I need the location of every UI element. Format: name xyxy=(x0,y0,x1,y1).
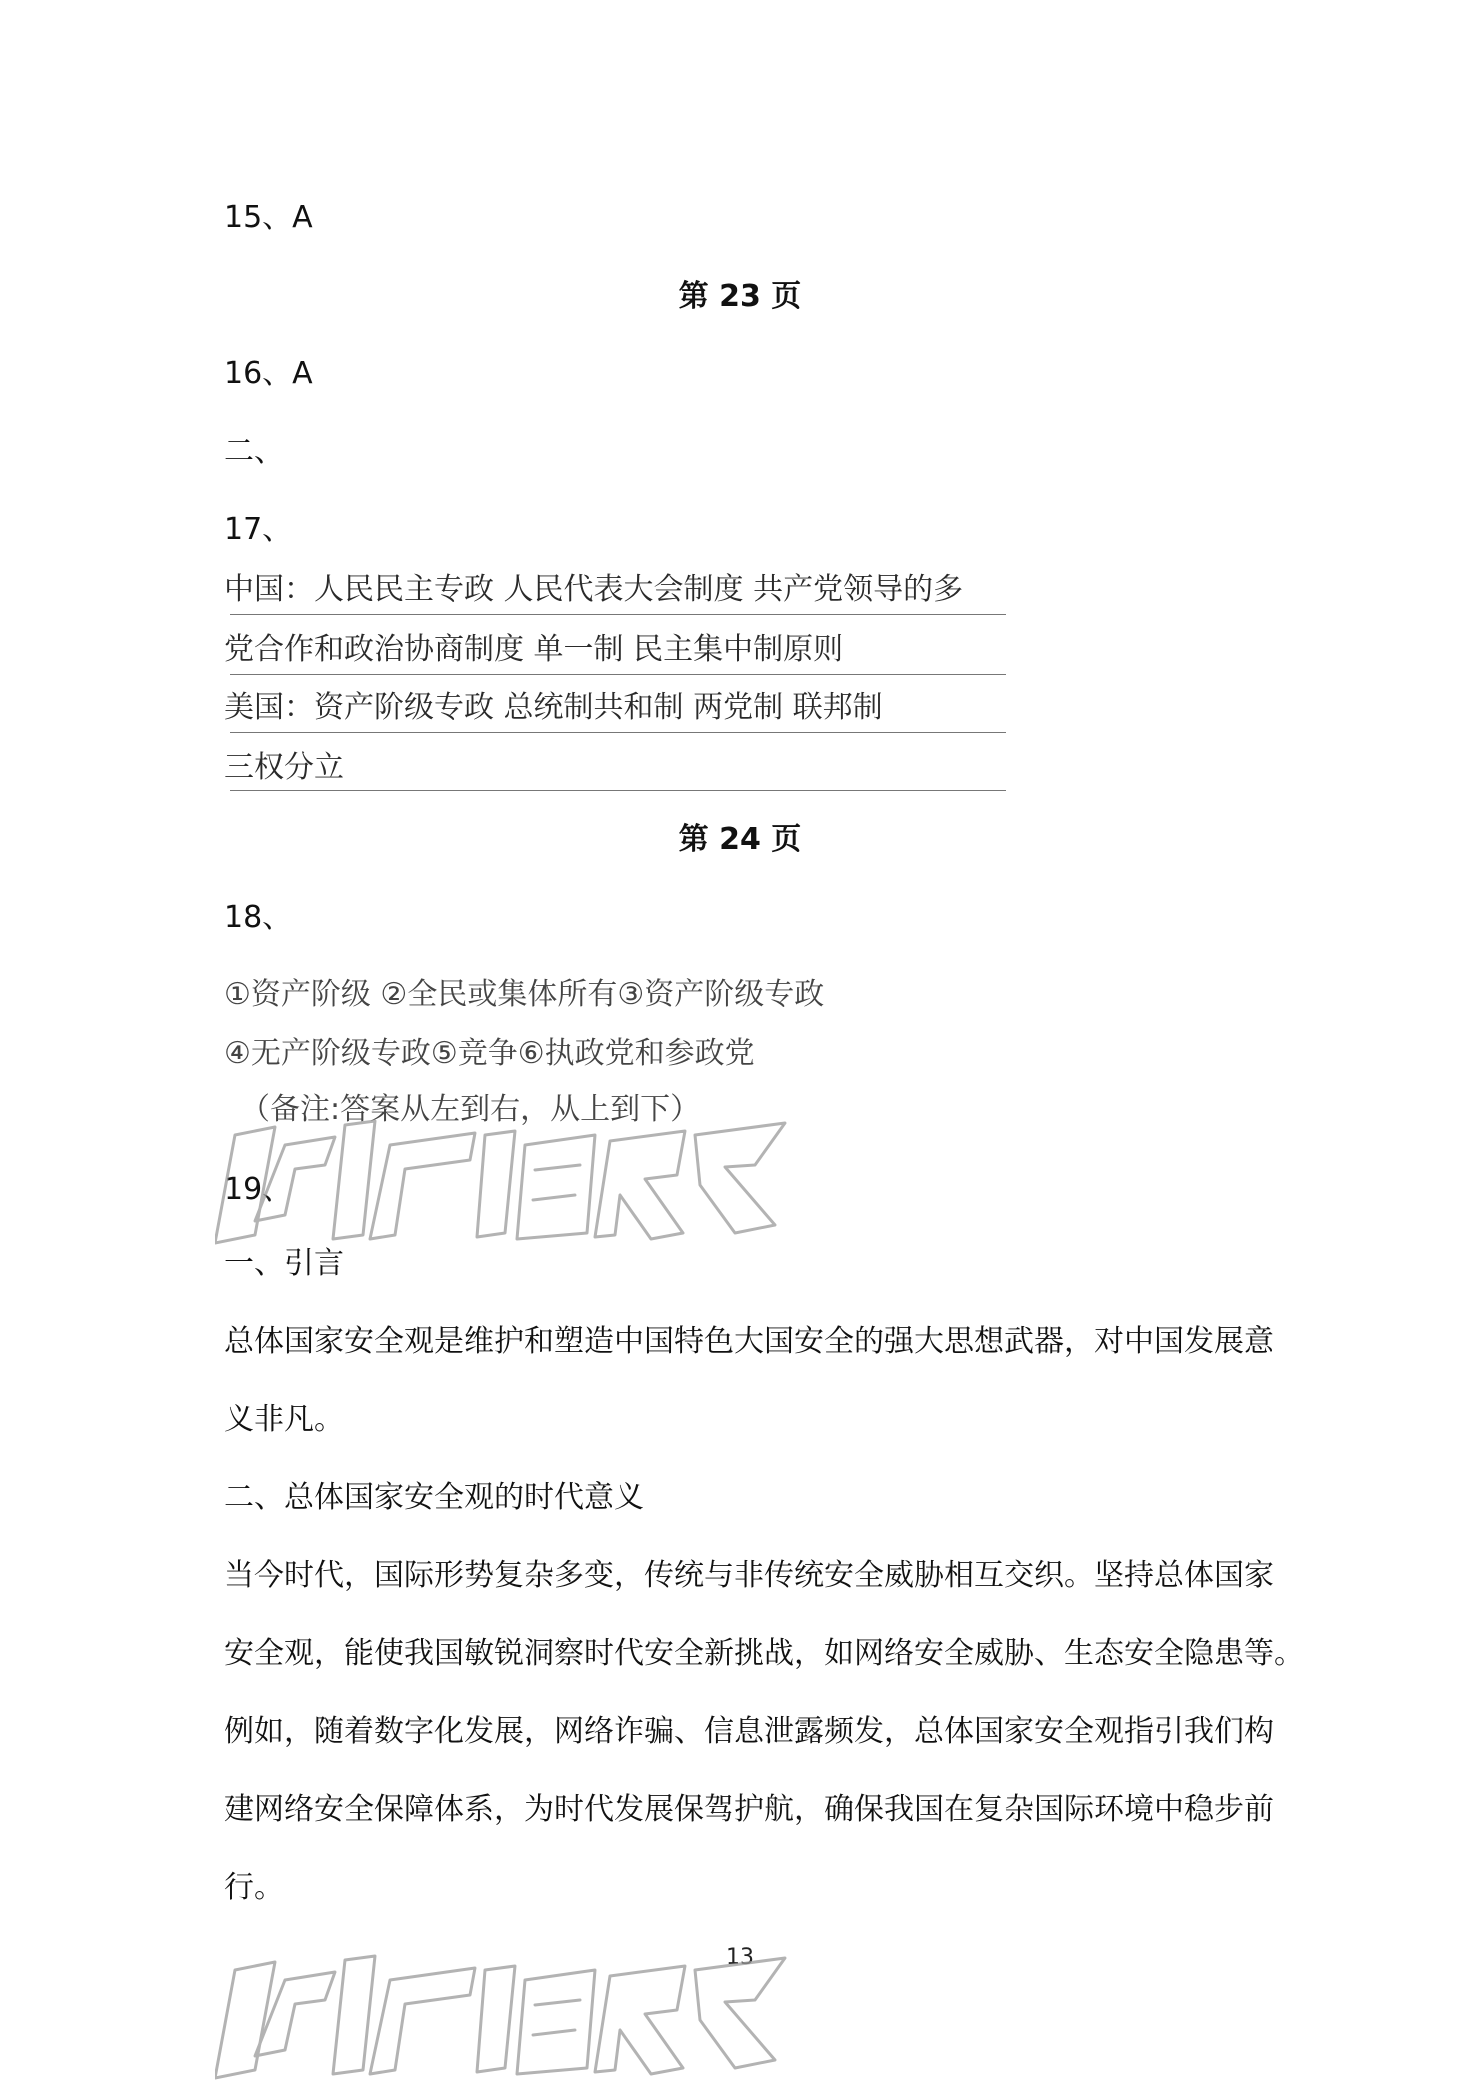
underline-rule xyxy=(230,614,1006,615)
answer-19-label: 19、 xyxy=(224,1172,293,1207)
page-24-heading: 第 24 页 xyxy=(678,822,802,857)
essay-intro-heading: 一、引言 xyxy=(224,1246,344,1281)
page-number: 13 xyxy=(726,1945,754,1970)
answer-16: 16、A xyxy=(224,356,313,391)
underline-rule xyxy=(230,674,1006,675)
essay-intro-line-2: 义非凡。 xyxy=(224,1402,344,1437)
answer-15: 15、A xyxy=(224,200,313,235)
answer-17-line-1: 中国：人民民主专政 人民代表大会制度 共产党领导的多 xyxy=(224,572,964,607)
essay-section-2-line-1: 当今时代，国际形势复杂多变，传统与非传统安全威胁相互交织。坚持总体国家 xyxy=(224,1558,1274,1593)
essay-section-2-line-4: 建网络安全保障体系，为时代发展保驾护航，确保我国在复杂国际环境中稳步前 xyxy=(224,1792,1274,1827)
underline-rule xyxy=(230,732,1006,733)
section-2-label: 二、 xyxy=(224,434,284,469)
answer-17-line-3: 美国：资产阶级专政 总统制共和制 两党制 联邦制 xyxy=(224,690,883,725)
answer-17-line-4: 三权分立 xyxy=(224,750,344,785)
answer-18-line-2: ④无产阶级专政⑤竞争⑥执政党和参政党 xyxy=(224,1036,755,1071)
essay-section-2-line-5: 行。 xyxy=(224,1870,284,1905)
answer-18-note: （备注:答案从左到右，从上到下） xyxy=(240,1092,701,1127)
answer-18-label: 18、 xyxy=(224,900,293,935)
essay-intro-line-1: 总体国家安全观是维护和塑造中国特色大国安全的强大思想武器，对中国发展意 xyxy=(224,1324,1274,1359)
answer-17-label: 17、 xyxy=(224,512,293,547)
answer-18-line-1: ①资产阶级 ②全民或集体所有③资产阶级专政 xyxy=(224,977,825,1012)
essay-section-2-line-3: 例如，随着数字化发展，网络诈骗、信息泄露频发，总体国家安全观指引我们构 xyxy=(224,1714,1274,1749)
underline-rule xyxy=(230,790,1006,791)
essay-section-2-line-2: 安全观，能使我国敏锐洞察时代安全新挑战，如网络安全威胁、生态安全隐患等。 xyxy=(224,1636,1304,1671)
page-23-heading: 第 23 页 xyxy=(678,279,802,314)
answer-17-line-2: 党合作和政治协商制度 单一制 民主集中制原则 xyxy=(224,632,844,667)
essay-section-2-heading: 二、总体国家安全观的时代意义 xyxy=(224,1480,644,1515)
